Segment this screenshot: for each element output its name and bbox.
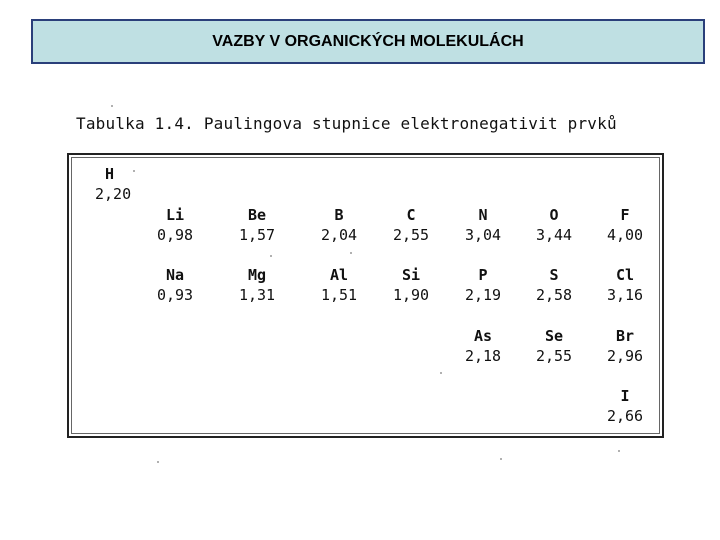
element-cell-c <box>379 205 443 245</box>
element-cell-h <box>95 164 159 204</box>
element-value: 2,66 <box>606 407 644 425</box>
element-cell-o <box>522 205 586 245</box>
element-cell-al <box>307 265 371 305</box>
element-value: 1,90 <box>392 286 430 304</box>
element-cell-mg <box>225 265 289 305</box>
element-symbol: Se <box>544 327 564 345</box>
element-symbol: Al <box>329 266 349 284</box>
table-caption: Tabulka 1.4. Paulingova stupnice elektronegativit prvků <box>76 114 617 133</box>
element-value: 2,18 <box>464 347 502 365</box>
element-symbol: C <box>406 206 416 224</box>
element-value: 2,04 <box>320 226 358 244</box>
scan-speck <box>157 461 159 463</box>
element-value: 2,55 <box>535 347 573 365</box>
element-value: 0,98 <box>156 226 194 244</box>
element-cell-n <box>451 205 515 245</box>
element-cell-as <box>451 326 515 366</box>
element-cell-br <box>593 326 657 366</box>
element-symbol: B <box>334 206 344 224</box>
element-symbol: I <box>620 387 630 405</box>
scan-speck <box>440 372 442 374</box>
element-value: 0,93 <box>156 286 194 304</box>
element-cell-p <box>451 265 515 305</box>
element-symbol: H <box>105 165 115 183</box>
element-value: 2,58 <box>535 286 573 304</box>
title-bar <box>31 19 705 64</box>
element-value: 3,04 <box>464 226 502 244</box>
element-value: 2,20 <box>95 185 132 203</box>
element-value: 1,51 <box>320 286 358 304</box>
element-symbol: Si <box>401 266 421 284</box>
element-value: 2,19 <box>464 286 502 304</box>
element-value: 1,57 <box>238 226 276 244</box>
element-cell-f <box>593 205 657 245</box>
element-symbol: Li <box>165 206 185 224</box>
element-symbol: Be <box>247 206 267 224</box>
element-symbol: O <box>549 206 559 224</box>
element-value: 2,96 <box>606 347 644 365</box>
element-value: 4,00 <box>606 226 644 244</box>
element-cell-be <box>225 205 289 245</box>
element-symbol: S <box>549 266 559 284</box>
element-symbol: F <box>620 206 630 224</box>
scan-speck <box>111 105 113 107</box>
element-cell-i <box>593 386 657 426</box>
element-cell-si <box>379 265 443 305</box>
element-cell-b <box>307 205 371 245</box>
scan-speck <box>350 252 352 254</box>
element-cell-cl <box>593 265 657 305</box>
element-cell-li <box>143 205 207 245</box>
element-value: 3,44 <box>535 226 573 244</box>
scan-speck <box>500 458 502 460</box>
element-cell-s <box>522 265 586 305</box>
element-symbol: Cl <box>615 266 635 284</box>
element-value: 2,55 <box>392 226 430 244</box>
element-symbol: Br <box>615 327 635 345</box>
element-cell-na <box>143 265 207 305</box>
scan-speck <box>133 170 135 172</box>
scan-speck <box>270 255 272 257</box>
element-symbol: As <box>473 327 493 345</box>
element-value: 1,31 <box>238 286 276 304</box>
element-symbol: Na <box>165 266 185 284</box>
scan-speck <box>618 450 620 452</box>
element-symbol: P <box>478 266 488 284</box>
element-cell-se <box>522 326 586 366</box>
element-value: 3,16 <box>606 286 644 304</box>
element-symbol: Mg <box>247 266 267 284</box>
page-title: VAZBY V ORGANICKÝCH MOLEKULÁCH <box>212 32 524 50</box>
element-symbol: N <box>478 206 488 224</box>
